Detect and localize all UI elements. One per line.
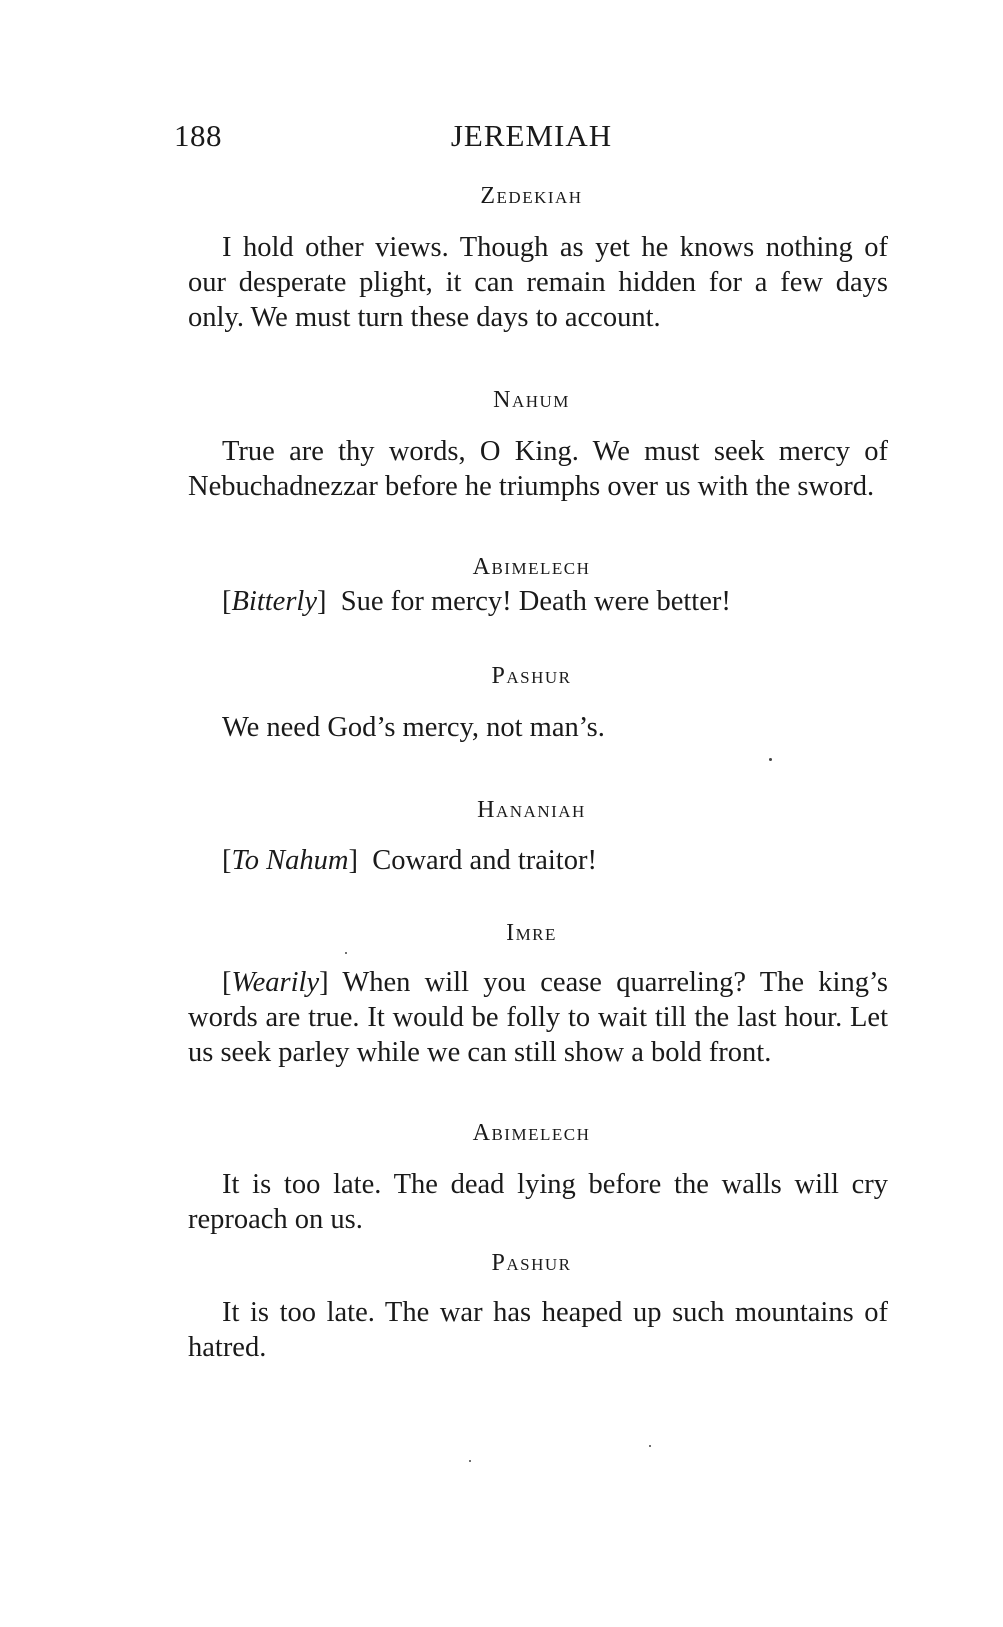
speaker-name: Abimelech xyxy=(472,554,591,580)
running-title: JEREMIAH xyxy=(450,118,613,153)
speech-line xyxy=(188,965,888,1070)
speech-text: It is too late. The dead lying before the walls will cry reproach on us. xyxy=(188,1169,888,1235)
speaker-name: Nahum xyxy=(493,387,570,413)
speech-text: Coward and traitor! xyxy=(372,845,597,876)
stage-direction: Bitterly xyxy=(231,586,317,617)
bracket-close: ] xyxy=(348,845,358,876)
speaker-name: Imre xyxy=(506,920,557,946)
speech-text: We need God’s mercy, not man’s. xyxy=(222,712,605,743)
speech-text: It is too late. The war has heaped up such mountains of hatred. xyxy=(188,1297,888,1363)
bracket-open: [ xyxy=(222,586,232,617)
scan-speck xyxy=(769,758,772,761)
speaker-name: Abimelech xyxy=(472,1120,591,1146)
speech-line xyxy=(188,584,888,619)
stage-direction: Wearily xyxy=(231,967,320,998)
speaker-name: Pashur xyxy=(491,663,572,689)
page-number: 188 xyxy=(174,118,222,153)
speech-text: When will you cease quarreling? The king’s words are true. It would be folly to wait till the last hour. Let us seek parley while we can still show a bold front. xyxy=(188,967,888,1068)
speaker-name: Hananiah xyxy=(477,797,586,823)
bracket-open: [ xyxy=(222,845,232,876)
speaker-name: Pashur xyxy=(491,1250,572,1276)
speech-text: I hold other views. Though as yet he knows nothing of our desperate plight, it can remain hidden for a few days only. We must turn these days to account. xyxy=(188,232,888,333)
stage-direction: To Nahum xyxy=(231,845,349,876)
scan-speck xyxy=(345,952,347,954)
bracket-close: ] xyxy=(316,586,327,617)
scan-speck xyxy=(649,1445,651,1447)
speech-text: Sue for mercy! Death were better! xyxy=(340,586,731,617)
scan-speck xyxy=(469,1460,471,1462)
bracket-open: [ xyxy=(222,967,232,998)
speech-text: True are thy words, O King. We must seek mercy of Nebuchadnezzar before he triumphs over us with the sword. xyxy=(188,436,888,502)
speaker-name: Zedekiah xyxy=(480,183,583,209)
bracket-close: ] xyxy=(319,967,329,998)
speech-line xyxy=(188,843,888,878)
